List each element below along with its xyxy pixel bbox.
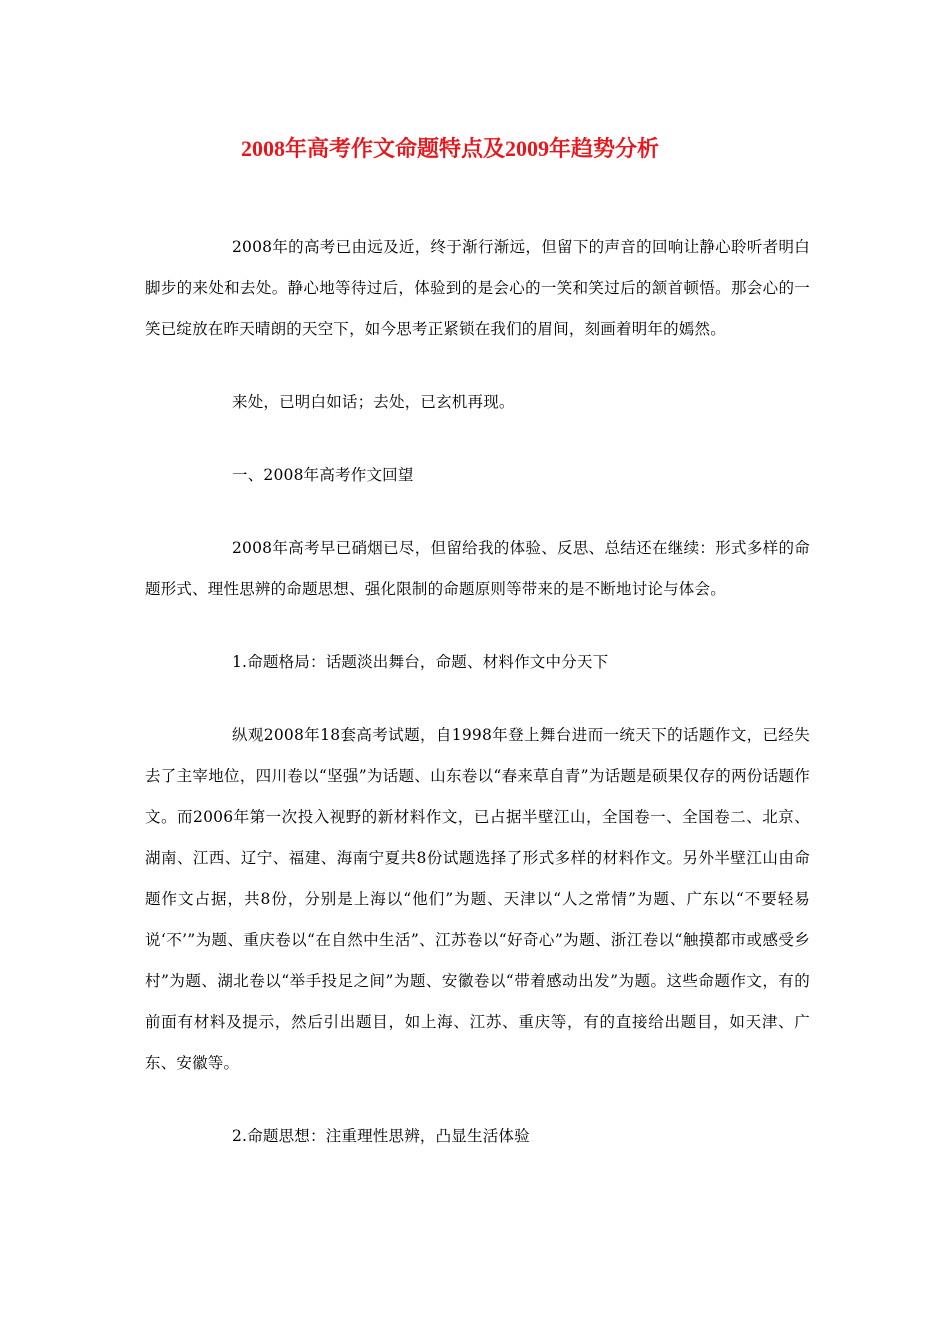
document-title: 2008年高考作文命题特点及2009年趋势分析 bbox=[240, 136, 659, 161]
paragraph-gap bbox=[145, 683, 810, 715]
paragraph-gap bbox=[145, 496, 810, 528]
paragraph-pattern-detail: 纵观2008年18套高考试题，自1998年登上舞台进而一统天下的话题作文，已经失去了主宰地位，四川卷以“坚强”为话题、山东卷以“春来草自青”为话题是硕果仅存的两份话题作文。而2006年第一次投入视野的新材料作文，已占据半壁江山，全国卷一、全国卷二、北京、湖南、江西、辽宁、福建、海南宁夏共8份试题选择了形式多样的材料作文。另外半壁江山由命题作文占据，共8份，分别是上海以“他们”为题、天津以“人之常情”为题、广东以“不要轻易说‘不’”为题、重庆卷以“在自然中生活”、江苏卷以“好奇心”为题、浙江卷以“触摸都市或感受乡村”为题、湖北卷以“举手投足之间”为题、安徽卷以“带着感动出发”为题。这些命题作文，有的前面有材料及提示，然后引出题目，如上海、江苏、重庆等，有的直接给出题目，如天津、广东、安徽等。 bbox=[145, 726, 810, 1072]
paragraph-gap bbox=[145, 1084, 810, 1116]
document-body bbox=[145, 227, 810, 1157]
section-heading-review: 一、2008年高考作文回望 bbox=[232, 466, 414, 484]
paragraph-intro: 2008年的高考已由远及近，终于渐行渐远，但留下的声音的回响让静心聆听者明白脚步的来处和去处。静心地等待过后，体验到的是会心的一笑和笑过后的颔首顿悟。那会心的一笑已绽放在昨天晴朗的天空下，如今思考正紧锁在我们的眉间，刻画着明年的嫣然。 bbox=[145, 238, 810, 338]
paragraph-gap bbox=[145, 423, 810, 455]
paragraph-gap bbox=[145, 610, 810, 642]
paragraph-origin-destination: 来处，已明白如话；去处，已玄机再现。 bbox=[232, 393, 515, 411]
subheading-thought: 2.命题思想：注重理性思辨，凸显生活体验 bbox=[232, 1127, 530, 1145]
subheading-pattern: 1.命题格局：话题淡出舞台，命题、材料作文中分天下 bbox=[232, 653, 609, 671]
paragraph-gap bbox=[145, 350, 810, 382]
paragraph-review-summary: 2008年高考早已硝烟已尽，但留给我的体验、反思、总结还在继续：形式多样的命题形式、理性思辨的命题思想、强化限制的命题原则等带来的是不断地讨论与体会。 bbox=[145, 539, 810, 598]
